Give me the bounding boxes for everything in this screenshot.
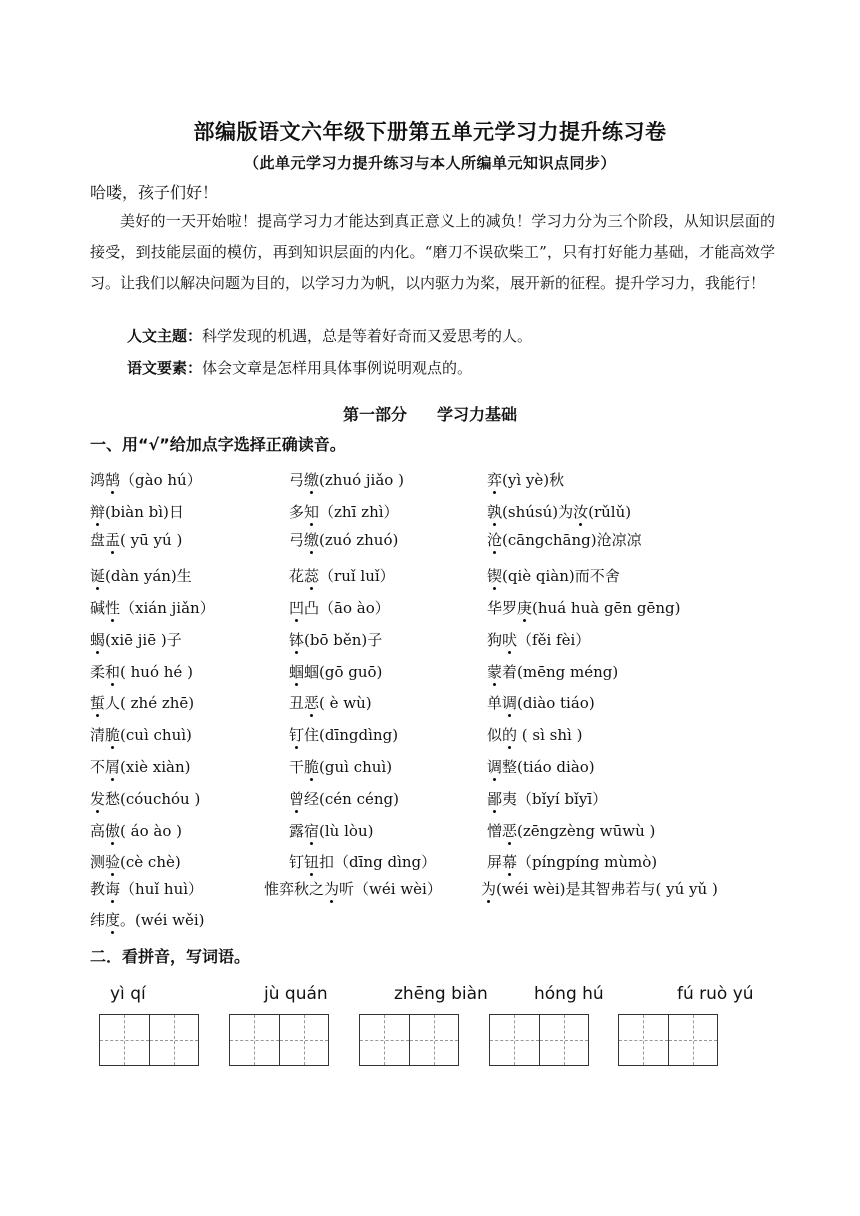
dotted-character: 脆: [304, 758, 320, 776]
item-text: ( è wù): [319, 694, 372, 712]
item-text: 单: [487, 694, 503, 712]
item-text: 纬: [90, 911, 106, 929]
greeting: 哈喽，孩子们好！: [90, 183, 219, 202]
item-text: （píngpíng mùmò): [517, 853, 658, 871]
dotted-character: 蕊: [304, 567, 320, 585]
grid-cell[interactable]: [149, 1015, 199, 1065]
pronunciation-item: [289, 788, 399, 809]
item-text: 钉: [289, 853, 305, 871]
pronunciation-item: [487, 597, 680, 618]
item-text: （fěi fèi）: [517, 631, 591, 649]
dotted-character: 鄙: [487, 790, 503, 808]
pronunciation-item: [487, 529, 642, 550]
pronunciation-item: [90, 597, 215, 618]
dotted-character: 蝎: [90, 631, 106, 649]
item-text: 柔: [90, 663, 106, 681]
pronunciation-item: [90, 469, 202, 490]
part1-title: 学习力基础: [437, 405, 518, 424]
item-text: 蝈(gō guō): [304, 663, 383, 681]
pronunciation-item: [487, 820, 655, 841]
item-text: 弓: [289, 471, 305, 489]
item-text: 盘: [90, 531, 106, 549]
dotted-character: 蜇: [90, 694, 106, 712]
question-1-heading: 一、用“√”给加点字选择正确读音。: [90, 435, 346, 454]
dotted-character: 为: [324, 880, 340, 898]
pronunciation-item: [289, 851, 436, 872]
dotted-character: 诲: [105, 880, 121, 898]
grid-cell[interactable]: [279, 1015, 329, 1065]
pronunciation-item: [90, 878, 203, 899]
dotted-character: 和: [105, 663, 121, 681]
item-text: 狗: [487, 631, 503, 649]
grid-cell[interactable]: [100, 1015, 149, 1065]
dotted-character: 屑: [105, 758, 121, 776]
pronunciation-item: [289, 565, 395, 586]
dotted-character: 钵: [289, 631, 305, 649]
pinyin-2: jù quán: [264, 984, 328, 1004]
dotted-character: 汝: [573, 503, 589, 521]
pinyin-5: fú ruò yú: [677, 984, 754, 1004]
item-text: 测: [90, 853, 106, 871]
pronunciation-item: [90, 529, 182, 550]
pronunciation-item: [289, 529, 398, 550]
item-text: 不: [90, 758, 106, 776]
dotted-character: 为: [481, 880, 497, 898]
item-text: 惟弈秋之: [264, 880, 325, 898]
dotted-character: 缴: [304, 531, 320, 549]
item-text: (xiè xiàn): [120, 758, 191, 776]
item-text: 凸（āo ào）: [304, 599, 390, 617]
grid-cell[interactable]: [490, 1015, 539, 1065]
dotted-character: 调: [502, 694, 518, 712]
pronunciation-item: [289, 724, 398, 745]
item-text: 露: [289, 822, 305, 840]
pronunciation-item: [487, 788, 607, 809]
pronunciation-item: [289, 756, 392, 777]
dotted-character: 钉: [289, 726, 305, 744]
dotted-character: 傲: [105, 822, 121, 840]
item-text: (rǔlǔ): [588, 503, 632, 521]
item-text: (cāngchāng)沧凉凉: [502, 531, 642, 549]
dotted-character: 凹: [289, 599, 305, 617]
grid-cell[interactable]: [619, 1015, 668, 1065]
pronunciation-item: [487, 661, 618, 682]
dotted-character: 脆: [105, 726, 121, 744]
grid-cell[interactable]: [360, 1015, 409, 1065]
humanities-theme: [127, 325, 532, 346]
item-text: 住(dīngdìng): [304, 726, 399, 744]
pinyin-3: zhēng biàn: [394, 984, 488, 1004]
part1-heading: [0, 402, 860, 425]
dotted-character: 盂: [105, 531, 121, 549]
item-text: 着(mēng méng): [502, 663, 619, 681]
item-text: 弓: [289, 531, 305, 549]
pronunciation-item: [90, 851, 181, 872]
item-text: 扣（dīng dìng）: [319, 853, 437, 871]
humanities-label: 人文主题：: [127, 327, 203, 345]
dotted-character: 钮: [304, 853, 320, 871]
pronunciation-item: [289, 661, 382, 682]
pronunciation-item: [487, 469, 564, 490]
dotted-character: 宿: [304, 822, 320, 840]
dotted-character: 孰: [487, 503, 503, 521]
writing-grid-2[interactable]: [229, 1014, 329, 1066]
pronunciation-item: [90, 788, 200, 809]
pronunciation-item: [487, 565, 620, 586]
pronunciation-item: [90, 661, 193, 682]
item-text: (shúsú)为: [502, 503, 574, 521]
item-text: （ruǐ luǐ）: [319, 567, 395, 585]
pronunciation-item: [90, 724, 192, 745]
pronunciation-item: [90, 565, 192, 586]
pronunciation-item: [289, 597, 390, 618]
writing-grid-5[interactable]: [618, 1014, 718, 1066]
item-text: 清: [90, 726, 106, 744]
item-text: 教: [90, 880, 106, 898]
pronunciation-item: [487, 692, 595, 713]
item-text: (cuì chuì): [120, 726, 192, 744]
pronunciation-item: [90, 501, 184, 522]
dotted-character: 缴: [304, 471, 320, 489]
dotted-character: 弈: [487, 471, 503, 489]
dotted-character: 恶: [304, 694, 320, 712]
item-text: (biàn bì)日: [105, 503, 184, 521]
dotted-character: 曾: [289, 790, 305, 808]
writing-grid-1[interactable]: [99, 1014, 199, 1066]
item-text: (lù lòu): [319, 822, 374, 840]
item-text: 鸿: [90, 471, 106, 489]
grid-cell[interactable]: [668, 1015, 718, 1065]
item-text: （zhī zhì）: [319, 503, 399, 521]
pinyin-1: yì qí: [110, 984, 146, 1004]
item-text: (guì chuì): [319, 758, 393, 776]
item-text: (yì yè)秋: [502, 471, 565, 489]
item-text: (wéi wèi)是其智弗若与( yú yǔ ): [496, 880, 718, 898]
item-text: (xiē jiē )子: [105, 631, 182, 649]
item-text: (zēngzèng wūwù ): [517, 822, 656, 840]
item-text: (zuó zhuó): [319, 531, 399, 549]
pinyin-4: hóng hú: [534, 984, 604, 1004]
item-text: 多: [289, 503, 305, 521]
item-text: 花: [289, 567, 305, 585]
item-text: （xián jiǎn）: [120, 599, 215, 617]
dotted-character: 鹄: [105, 471, 121, 489]
writing-grid-4[interactable]: [489, 1014, 589, 1066]
item-text: （huǐ huì）: [120, 880, 204, 898]
pronunciation-item: [289, 692, 372, 713]
pronunciation-item: [90, 756, 191, 777]
item-text: 干: [289, 758, 305, 776]
language-text: 体会文章是怎样用具体事例说明观点的。: [202, 359, 473, 377]
dotted-character: 锲: [487, 567, 503, 585]
item-text: 经(cén céng): [304, 790, 399, 808]
item-text: (huá huà gēn gēng): [532, 599, 681, 617]
pronunciation-item: [90, 820, 182, 841]
document-subtitle: （此单元学习力提升练习与本人所编单元知识点同步）: [243, 154, 616, 172]
language-element: [127, 357, 472, 378]
pronunciation-item: [289, 820, 373, 841]
item-text: 愁(cóuchóu ): [105, 790, 201, 808]
item-text: 憎: [487, 822, 503, 840]
pronunciation-item: [487, 629, 590, 650]
language-label: 语文要素：: [127, 359, 203, 377]
dotted-character: 的: [502, 726, 518, 744]
question-2-heading: 二．看拼音，写词语。: [90, 947, 251, 966]
grid-cell[interactable]: [230, 1015, 279, 1065]
item-text: 似: [487, 726, 503, 744]
dotted-character: 幕: [502, 853, 518, 871]
item-text: ( sì shì ): [517, 726, 583, 744]
item-text: 碱: [90, 599, 106, 617]
dotted-character: 恶: [502, 822, 518, 840]
dotted-character: 性: [105, 599, 121, 617]
item-text: ( huó hé ): [120, 663, 193, 681]
item-text: (dàn yán)生: [105, 567, 192, 585]
dotted-character: 吠: [502, 631, 518, 649]
writing-grid-3[interactable]: [359, 1014, 459, 1066]
pronunciation-item: [487, 501, 631, 522]
pronunciation-item: [90, 629, 182, 650]
item-text: （gào hú）: [120, 471, 202, 489]
dotted-character: 庚: [517, 599, 533, 617]
pronunciation-item: [264, 878, 442, 899]
dotted-character: 辩: [90, 503, 106, 521]
item-text: (qiè qiàn)而不舍: [502, 567, 620, 585]
dotted-character: 诞: [90, 567, 106, 585]
pronunciation-item: [487, 724, 582, 745]
pronunciation-item: [289, 501, 399, 522]
dotted-character: 度: [105, 911, 121, 929]
intro-paragraph: [90, 206, 775, 299]
item-text: ( yū yú ): [120, 531, 183, 549]
pronunciation-item: [90, 692, 194, 713]
item-text: 屏: [487, 853, 503, 871]
item-text: (cè chè): [120, 853, 181, 871]
dotted-character: 蒙: [487, 663, 503, 681]
item-text: 高: [90, 822, 106, 840]
dotted-character: 沧: [487, 531, 503, 549]
part1-name: 第一部分: [342, 405, 407, 424]
intro-text: 美好的一天开始啦！提高学习力才能达到真正意义上的减负！学习力分为三个阶段，从知识层面的接受，到技能层面的模仿，再到知识层面的内化。“磨刀不误砍柴工”，只有打好能力基础，才能高效学习。让我们以解决问题为目的，以学习力为帆，以内驱力为桨，展开新的征程。提升学习力，我能行！: [90, 212, 775, 292]
item-text: 夷（bǐyí bǐyī）: [502, 790, 608, 808]
item-text: (zhuó jiǎo ): [319, 471, 404, 489]
pronunciation-item: [481, 878, 718, 899]
pronunciation-item: [90, 909, 205, 930]
grid-cell[interactable]: [409, 1015, 459, 1065]
dotted-character: 蝈: [289, 663, 305, 681]
item-text: 丑: [289, 694, 305, 712]
dotted-character: 调: [487, 758, 503, 776]
item-text: (diào tiáo): [517, 694, 595, 712]
item-text: 。(wéi wěi): [120, 911, 205, 929]
dotted-character: 知: [304, 503, 320, 521]
pronunciation-item: [487, 851, 657, 872]
item-text: 整(tiáo diào): [502, 758, 595, 776]
pronunciation-item: [487, 756, 595, 777]
pronunciation-item: [289, 629, 382, 650]
item-text: ( áo ào ): [120, 822, 182, 840]
item-text: (bō běn)子: [304, 631, 383, 649]
humanities-text: 科学发现的机遇，总是等着好奇而又爱思考的人。: [202, 327, 533, 345]
dotted-character: 发: [90, 790, 106, 808]
document-title: 部编版语文六年级下册第五单元学习力提升练习卷: [193, 120, 667, 144]
item-text: 华罗: [487, 599, 518, 617]
item-text: 人( zhé zhē): [105, 694, 195, 712]
grid-cell[interactable]: [539, 1015, 589, 1065]
pronunciation-item: [289, 469, 404, 490]
dotted-character: 验: [105, 853, 121, 871]
item-text: 听（wéi wèi）: [339, 880, 442, 898]
